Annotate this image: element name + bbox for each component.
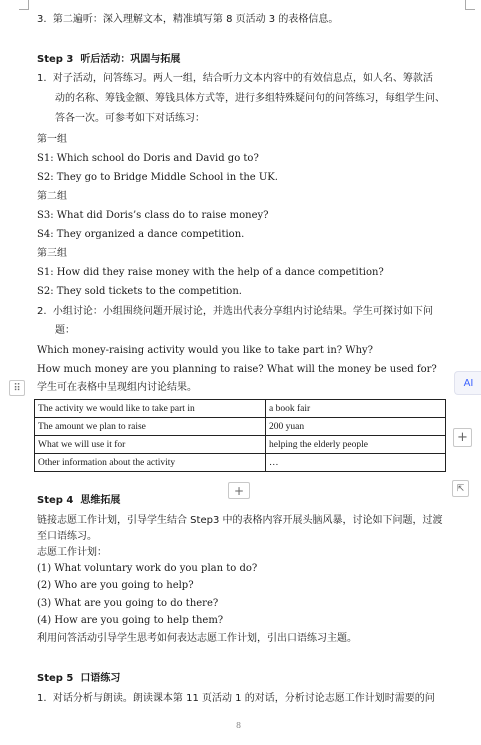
discussion-table xyxy=(34,399,446,472)
paragraph-line: 题： xyxy=(55,325,75,336)
dialogue-line: S2: They go to Bridge Middle School in the UK. xyxy=(37,172,278,183)
paragraph-line: 学生可在表格中呈现组内讨论结果。 xyxy=(37,382,197,393)
table-cell[interactable]: Other information about the activity xyxy=(35,454,266,472)
question-line: (1) What voluntary work do you plan to do? xyxy=(37,563,258,574)
dialogue-line: S1: Which school do Doris and David go to? xyxy=(37,153,259,164)
page-number: 8 xyxy=(236,721,242,730)
paragraph-line: 至口语练习。 xyxy=(37,531,97,542)
paragraph-line: 动的名称、筹钱金额、筹钱具体方式等，进行多组特殊疑问句的问答练习，每组学生问、 xyxy=(55,93,445,104)
dialogue-line: S1: How did they raise money with the help of a dance competition? xyxy=(37,267,384,278)
question-line: Which money-raising activity would you like to take part in? Why? xyxy=(37,345,374,356)
table-cell[interactable]: … xyxy=(266,454,446,472)
table-cell[interactable]: The amount we plan to raise xyxy=(35,418,266,436)
question-line: How much money are you planning to raise? What will the money be used for? xyxy=(37,364,437,375)
paragraph-line: 志愿工作计划： xyxy=(37,547,107,558)
dialogue-line: S4: They organized a dance competition. xyxy=(37,229,245,240)
group-label: 第二组 xyxy=(37,191,67,202)
paragraph-line: 利用问答活动引导学生思考如何表达志愿工作计划，引出口语练习主题。 xyxy=(37,633,357,644)
page-corner-mark xyxy=(19,0,29,10)
table-cell[interactable]: 200 yuan xyxy=(266,418,446,436)
table-row xyxy=(35,418,446,436)
step5-heading: Step 5 口语练习 xyxy=(37,673,121,684)
question-line: (3) What are you going to do there? xyxy=(37,598,219,609)
ai-assistant-button[interactable] xyxy=(454,371,481,395)
dialogue-line: S3: What did Doris’s class do to raise money? xyxy=(37,210,269,221)
paragraph-line: 1. 对子活动，问答练习。两人一组，结合听力文本内容中的有效信息点，如人名、筹款活 xyxy=(37,73,433,84)
table-row xyxy=(35,400,446,418)
table-row xyxy=(35,436,446,454)
step3-heading: Step 3 听后活动：巩固与拓展 xyxy=(37,54,181,65)
add-row-button[interactable]: + xyxy=(228,482,250,499)
paragraph-line: 3. 第二遍听：深入理解文本，精准填写第 8 页活动 3 的表格信息。 xyxy=(37,14,339,25)
step4-heading: Step 4 思维拓展 xyxy=(37,495,121,506)
question-line: (4) How are you going to help them? xyxy=(37,615,224,626)
page-corner-mark xyxy=(465,0,475,10)
paragraph-line: 1. 对话分析与朗读。朗读课本第 11 页活动 1 的对话，分析讨论志愿工作计划时需要的问 xyxy=(37,693,435,704)
resize-handle-icon[interactable]: ⇱ xyxy=(452,480,469,497)
question-line: (2) Who are you going to help? xyxy=(37,580,194,591)
ai-label: AI xyxy=(463,377,474,389)
dialogue-line: S2: They sold tickets to the competition. xyxy=(37,286,242,297)
group-label: 第一组 xyxy=(37,134,67,145)
table-cell[interactable]: What we will use it for xyxy=(35,436,266,454)
table-cell[interactable]: a book fair xyxy=(266,400,446,418)
group-label: 第三组 xyxy=(37,248,67,259)
table-cell[interactable]: The activity we would like to take part in xyxy=(35,400,266,418)
add-column-button[interactable]: + xyxy=(453,428,472,447)
table-row xyxy=(35,454,446,472)
paragraph-line: 2. 小组讨论：小组围绕问题开展讨论，并选出代表分享组内讨论结果。学生可探讨如下问 xyxy=(37,306,433,317)
table-cell[interactable]: helping the elderly people xyxy=(266,436,446,454)
paragraph-line: 链接志愿工作计划，引导学生结合 Step3 中的表格内容开展头脑风暴，讨论如下问题，过渡 xyxy=(37,515,443,526)
drag-handle-icon[interactable]: ⠿ xyxy=(9,380,25,396)
paragraph-line: 答各一次。可参考如下对话练习： xyxy=(55,113,205,124)
